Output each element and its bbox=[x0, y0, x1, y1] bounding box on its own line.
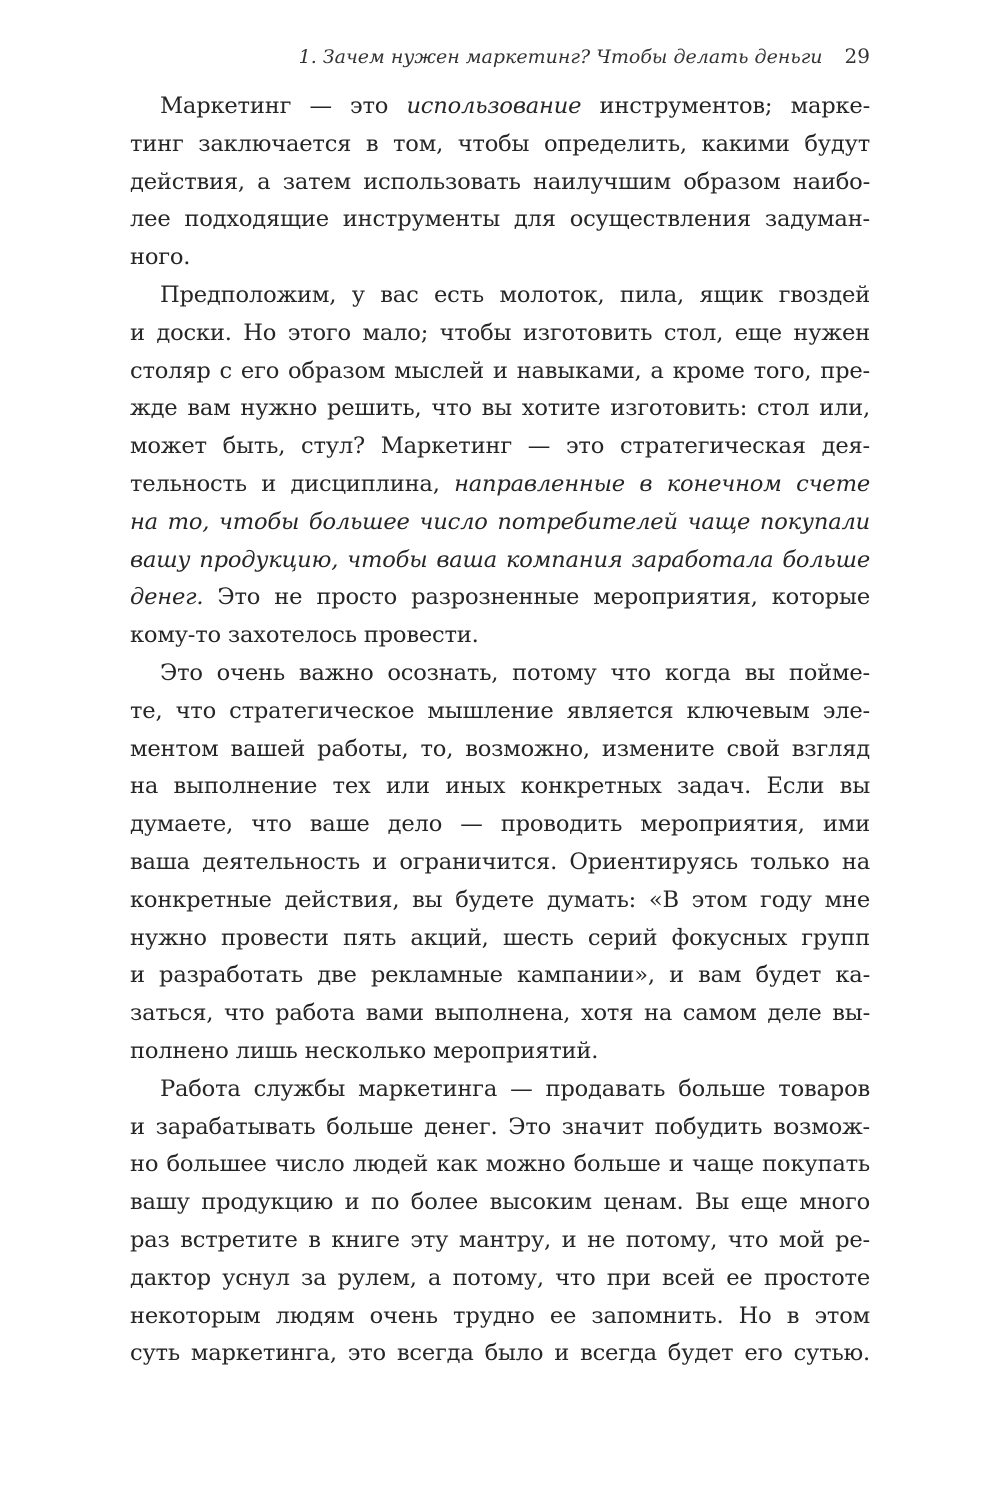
text-line: дактор уснул за рулем, а потому, что при всей ее простоте bbox=[130, 1264, 870, 1291]
emphasis-run: использование bbox=[406, 93, 582, 119]
text-line: на то, чтобы большее число потребителей чаще покупали bbox=[130, 508, 870, 535]
text-line bbox=[130, 466, 870, 504]
text-line: суть маркетинга, это всегда было и всегда будет его сутью. bbox=[130, 1340, 870, 1367]
paragraph-4 bbox=[130, 1071, 870, 1373]
text-line: но большее число людей как можно больше и чаще покупать bbox=[130, 1151, 870, 1178]
text-line: вашу продукцию и по более высоким ценам. Вы еще много bbox=[130, 1189, 870, 1216]
text-line bbox=[130, 579, 870, 617]
text-line: Предположим, у вас есть молоток, пила, ящик гвоздей bbox=[160, 281, 870, 308]
emphasis-run: денег. bbox=[130, 584, 204, 611]
text-line: Работа службы маркетинга — продавать больше товаров bbox=[160, 1075, 870, 1102]
page-number: 29 bbox=[844, 44, 870, 68]
text-run: Маркетинг — это bbox=[160, 93, 407, 119]
paragraph-3 bbox=[130, 655, 870, 1071]
text-line: столяр с его образом мыслей и навыками, а кроме того, пре- bbox=[130, 357, 870, 384]
text-line: полнено лишь несколько мероприятий. bbox=[130, 1037, 599, 1064]
text-line: нужно провести пять акций, шесть серий фокусных групп bbox=[130, 924, 870, 951]
running-head bbox=[130, 44, 870, 68]
text-line: и доски. Но этого мало; чтобы изготовить стол, еще нужен bbox=[130, 319, 870, 346]
text-line: и зарабатывать больше денег. Это значит побудить возмож- bbox=[130, 1113, 870, 1140]
text-line: ментом вашей работы, то, возможно, измените свой взгляд bbox=[130, 735, 870, 762]
text-line: на выполнение тех или иных конкретных задач. Если вы bbox=[130, 773, 870, 800]
text-line: заться, что работа вами выполнена, хотя на самом деле вы- bbox=[130, 1000, 870, 1027]
text-run: тельность и дисциплина, bbox=[130, 470, 455, 497]
text-line: конкретные действия, вы будете думать: «В этом году мне bbox=[130, 886, 870, 913]
text-line: те, что стратегическое мышление является ключевым эле- bbox=[130, 697, 870, 724]
text-line: думаете, что ваше дело — проводить мероприятия, ими bbox=[130, 811, 870, 838]
text-line: может быть, стул? Маркетинг — это стратегическая дея- bbox=[130, 433, 870, 460]
text-line: Это очень важно осознать, потому что когда вы пойме- bbox=[160, 659, 870, 686]
text-line: некоторым людям очень трудно ее запомнить. Но в этом bbox=[130, 1302, 870, 1329]
text-line: действия, а затем использовать наилучшим образом наибо- bbox=[130, 168, 870, 195]
text-line: ваша деятельность и ограничится. Ориентируясь только на bbox=[130, 848, 870, 875]
text-line: лее подходящие инструменты для осуществления задуман- bbox=[130, 206, 870, 233]
text-line: раз встретите в книге эту мантру, и не потому, что мой ре- bbox=[130, 1226, 870, 1253]
text-line: тинг заключается в том, чтобы определить, какими будут bbox=[130, 130, 870, 157]
body-text bbox=[130, 88, 870, 1373]
paragraph-2 bbox=[130, 277, 870, 655]
text-run: Это не просто разрозненные мероприятия, которые bbox=[203, 584, 870, 611]
running-title: 1. Зачем нужен маркетинг? Чтобы делать деньги bbox=[298, 46, 823, 68]
text-line: вашу продукцию, чтобы ваша компания заработала больше bbox=[130, 546, 870, 573]
paragraph-1 bbox=[130, 88, 870, 277]
text-line bbox=[130, 88, 870, 126]
text-line: жде вам нужно решить, что вы хотите изготовить: стол или, bbox=[130, 395, 870, 422]
emphasis-run: направленные в конечном счете bbox=[454, 470, 870, 497]
text-line: кому-то захотелось провести. bbox=[130, 622, 479, 649]
text-run: инструментов; марке- bbox=[581, 93, 871, 119]
text-line: и разработать две рекламные кампании», и вам будет ка- bbox=[130, 962, 870, 989]
text-line: ного. bbox=[130, 244, 191, 271]
